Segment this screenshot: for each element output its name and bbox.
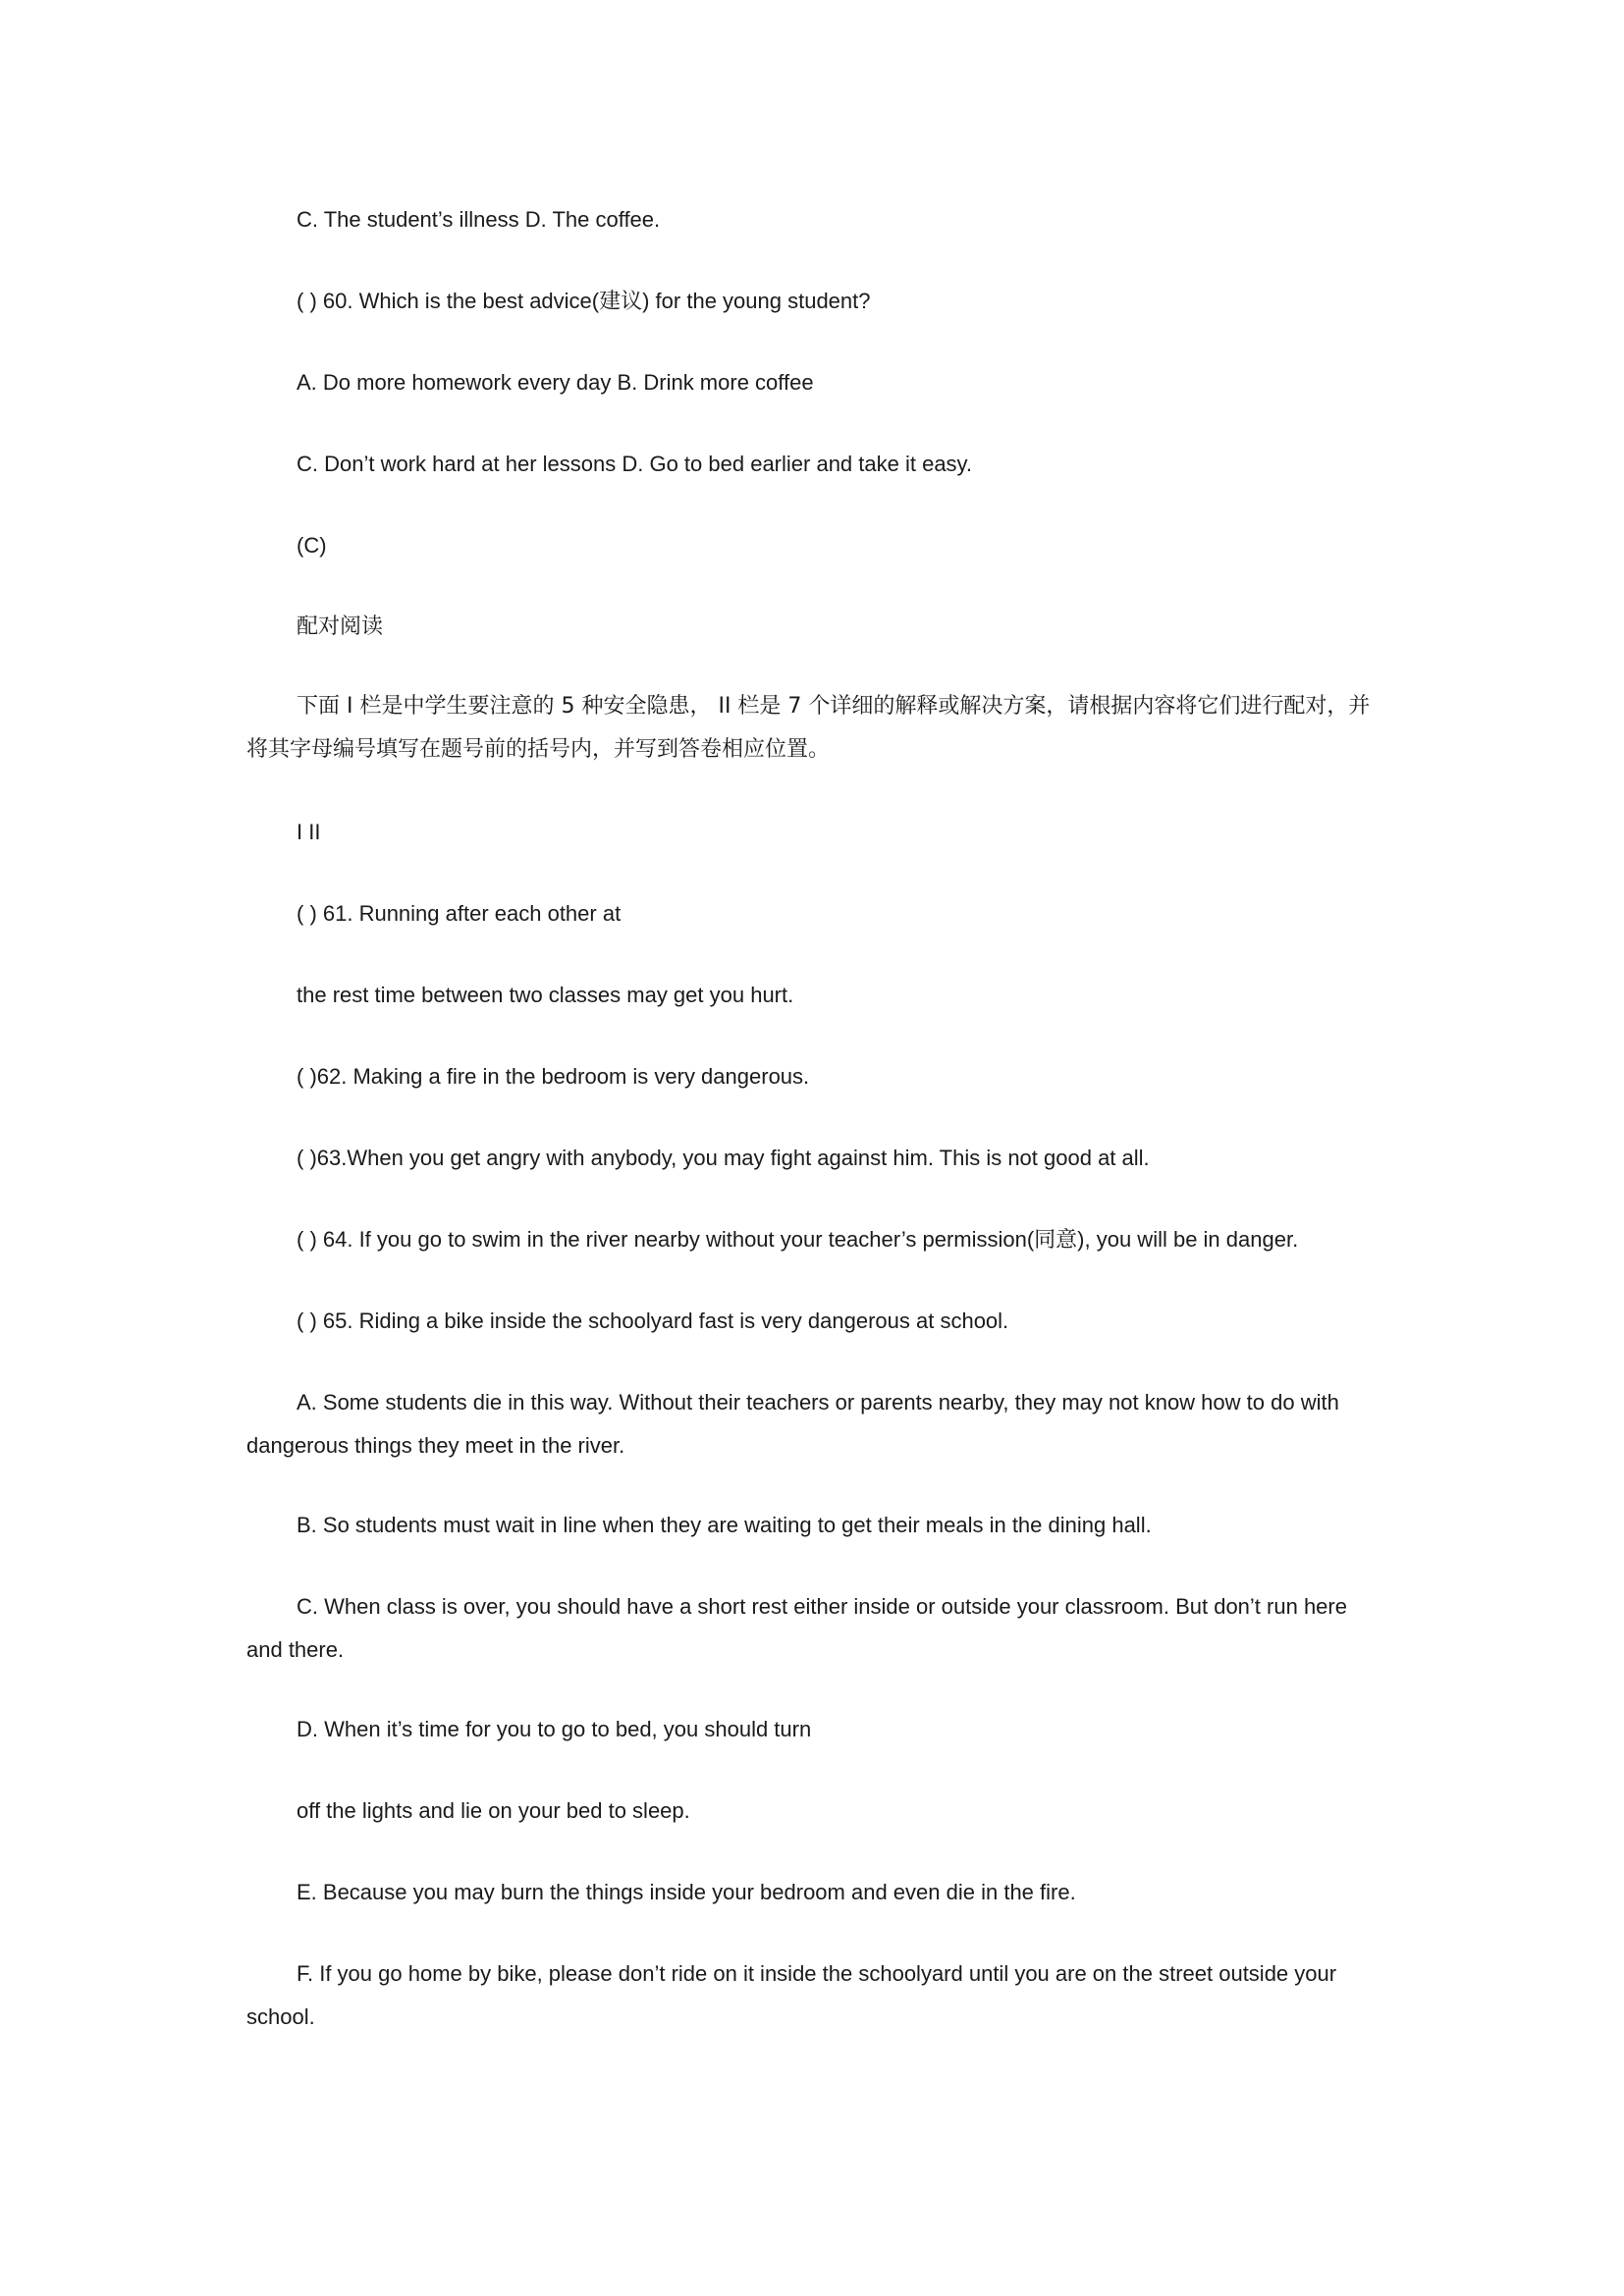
- q60-options-ab: A. Do more homework every day B. Drink more coffee: [297, 370, 814, 395]
- option-f: F. If you go home by bike, please don’t ride on it inside the schoolyard until you are on the street outside your school.: [246, 1961, 1337, 2029]
- q60-question: ( ) 60. Which is the best advice(建议) for the young student?: [297, 289, 871, 313]
- instructions-paragraph: 下面 I 栏是中学生要注意的 5 种安全隐患， II 栏是 7 个详细的解释或解决方案，请根据内容将它们进行配对，并将其字母编号填写在题号前的括号内，并写到答卷相应位置。: [246, 694, 1371, 762]
- q65-item: ( ) 65. Riding a bike inside the schoolyard fast is very dangerous at school.: [297, 1308, 1009, 1333]
- option-b: B. So students must wait in line when they are waiting to get their meals in the dining hall.: [297, 1513, 1152, 1537]
- column-headers: I II: [297, 820, 321, 844]
- q64-item: ( ) 64. If you go to swim in the river nearby without your teacher’s permission(同意), you will be in danger.: [297, 1227, 1299, 1252]
- q63-item: ( )63.When you get angry with anybody, you may fight against him. This is not good at all.: [297, 1146, 1150, 1170]
- section-c-label: (C): [297, 533, 327, 558]
- q61-line2: the rest time between two classes may get you hurt.: [297, 983, 794, 1007]
- q60-options-cd: C. Don’t work hard at her lessons D. Go to bed earlier and take it easy.: [297, 452, 973, 476]
- q61-line1: ( ) 61. Running after each other at: [297, 901, 622, 926]
- q62-item: ( )62. Making a fire in the bedroom is very dangerous.: [297, 1064, 810, 1089]
- section-title: 配对阅读: [297, 614, 384, 639]
- option-e: E. Because you may burn the things inside your bedroom and even die in the fire.: [297, 1880, 1076, 1904]
- option-d-line2: off the lights and lie on your bed to sleep.: [297, 1798, 690, 1823]
- q59-options-cd: C. The student’s illness D. The coffee.: [297, 207, 661, 232]
- option-c: C. When class is over, you should have a short rest either inside or outside your classroom. But don’t run here and there.: [246, 1594, 1347, 1662]
- option-a: A. Some students die in this way. Without their teachers or parents nearby, they may not know how to do with dangerous things they meet in the river.: [246, 1390, 1339, 1458]
- option-d-line1: D. When it’s time for you to go to bed, you should turn: [297, 1717, 812, 1741]
